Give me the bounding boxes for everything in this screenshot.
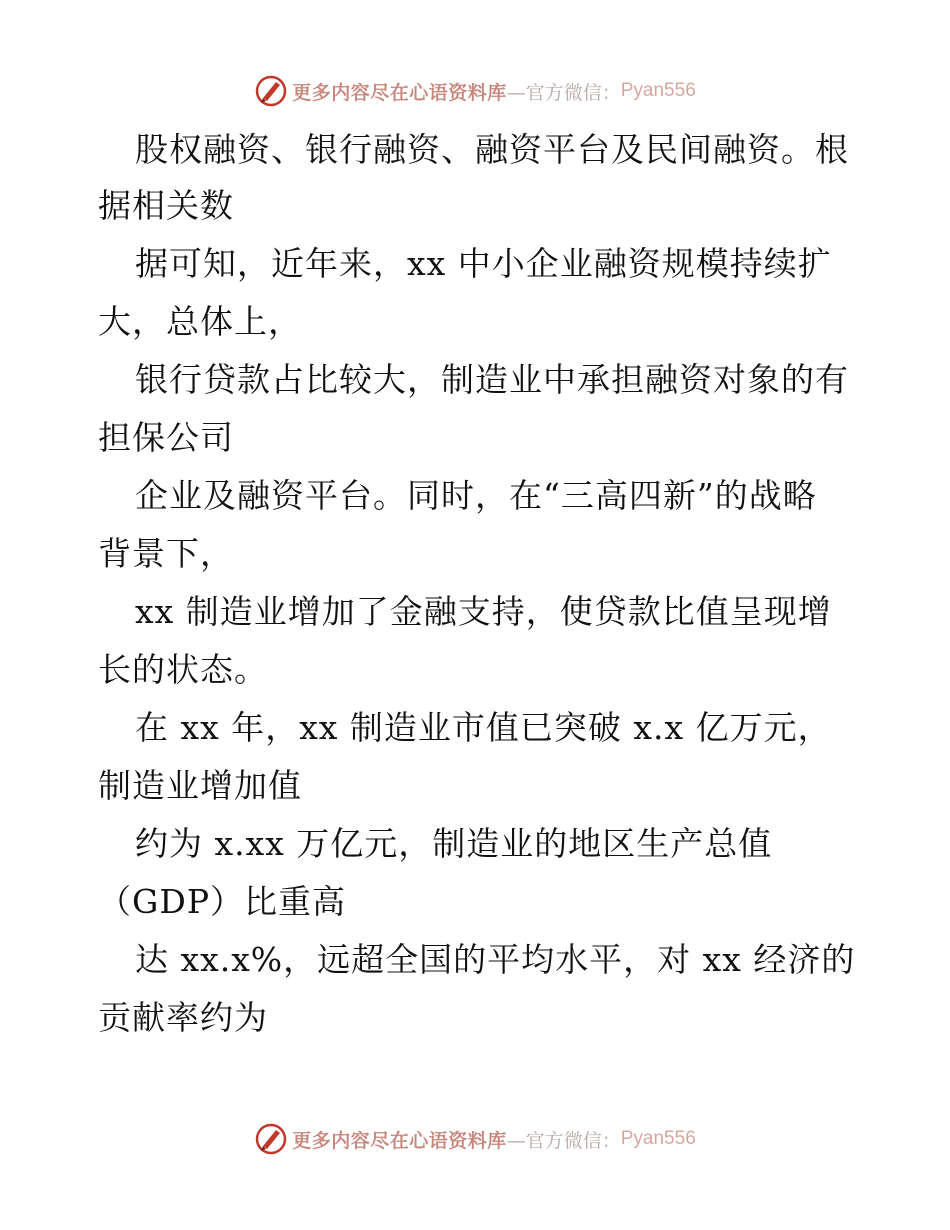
text-line: 贡献率约为: [98, 998, 268, 1037]
text-line: 据可知，近年来，xx 中小企业融资规模持续扩: [135, 244, 832, 283]
text-line: 在 xx 年，xx 制造业市值已突破 x.x 亿万元，: [135, 708, 832, 747]
text-line: 大，总体上，: [98, 302, 302, 341]
text-line: 银行贷款占比较大，制造业中承担融资对象的有: [135, 360, 849, 399]
banner-wechat-label: —官方微信：: [506, 1129, 621, 1152]
pen-logo-icon: [254, 1122, 288, 1156]
text-line: xx 制造业增加了金融支持，使贷款比值呈现增: [135, 592, 832, 631]
text-line: 长的状态。: [98, 650, 268, 689]
banner-title: 更多内容尽在心语资料库: [292, 1129, 507, 1152]
banner-title: 更多内容尽在心语资料库: [292, 81, 507, 104]
footer-watermark: [0, 1119, 950, 1159]
banner-wechat-label: —官方微信：: [506, 81, 621, 104]
text-line: 约为 x.xx 万亿元，制造业的地区生产总值: [135, 824, 773, 863]
text-line: 股权融资、银行融资、融资平台及民间融资。根: [135, 130, 849, 169]
header-watermark: [0, 71, 950, 111]
text-line: （GDP）比重高: [98, 882, 347, 921]
text-line: 背景下，: [98, 534, 234, 573]
text-line: 担保公司: [98, 418, 234, 457]
text-line: 据相关数: [98, 186, 234, 225]
text-line: 达 xx.x%，远超全国的平均水平，对 xx 经济的: [135, 940, 856, 979]
pen-logo-icon: [254, 74, 288, 108]
banner-wechat-id: Pyan556: [620, 1128, 696, 1149]
banner-wechat-id: Pyan556: [620, 80, 696, 101]
text-line: 企业及融资平台。同时，在“三高四新”的战略: [135, 476, 817, 515]
text-line: 制造业增加值: [98, 766, 302, 805]
